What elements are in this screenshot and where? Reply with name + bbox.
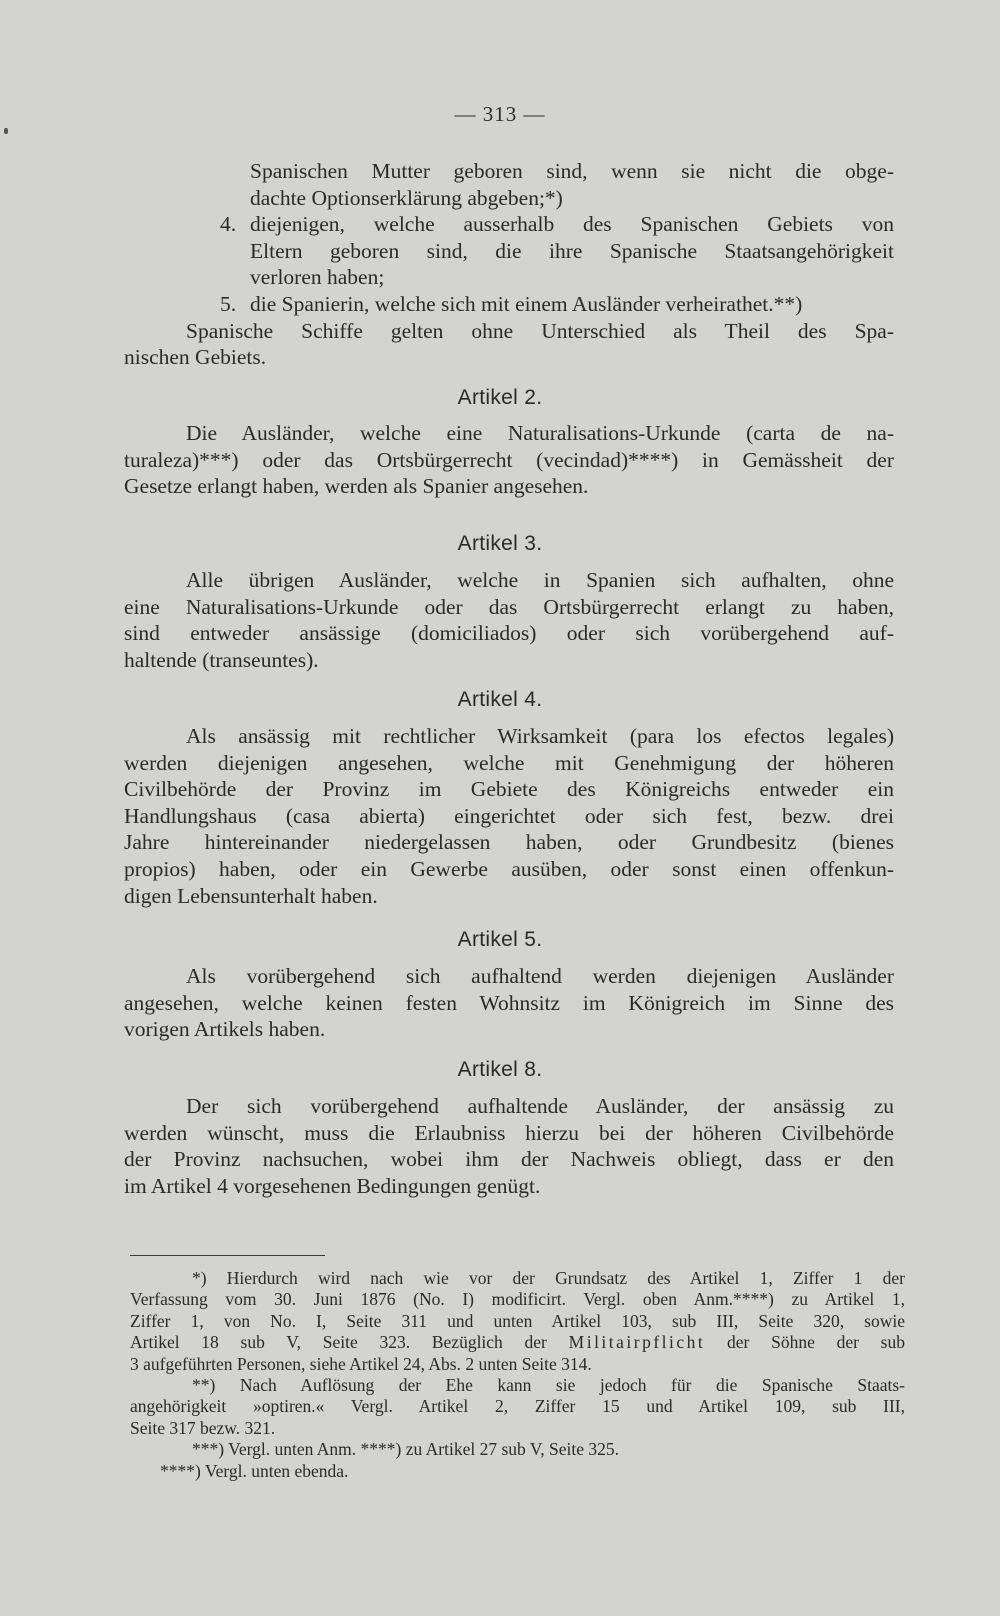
text-line: Spanische Schiffe gelten ohne Unterschied als Theil des Spa- [186,318,894,343]
list-number: 5. [220,291,237,316]
article-heading: Artikel 8. [457,1058,543,1081]
text-line: haltende (transeuntes). [124,647,319,672]
emphasized-word: Militairpflicht [568,1332,706,1353]
list-item-text: die Spanierin, welche sich mit einem Ausländer verheirathet.**) [250,291,803,316]
text-line: vorigen Artikels haben. [124,1017,326,1042]
text-line: eine Naturalisations-Urkunde oder das Ortsbürgerrecht erlangt zu haben, [124,594,894,619]
text-line: nischen Gebiets. [124,345,267,370]
text-line: Spanischen Mutter geboren sind, wenn sie nicht die obge- [250,159,894,183]
footnote-line: **) Nach Auflösung der Ehe kann sie jedoch für die Spanische Staats- [192,1375,905,1396]
footnote-line [130,1332,905,1353]
article-body [124,420,894,500]
article-body [124,723,894,909]
text-line: werden diejenigen angesehen, welche mit Genehmigung der höheren [124,750,894,775]
footnote-line: angehörigkeit »optiren.« Vergl. Artikel 2, Ziffer 15 und Artikel 109, sub III, [130,1396,905,1417]
article-body [124,963,894,1043]
text-line: im Artikel 4 vorgesehenen Bedingungen genügt. [124,1173,541,1198]
article-heading: Artikel 2. [457,386,543,409]
text-line: sind entweder ansässige (domiciliados) oder sich vorübergehend auf- [124,621,894,646]
footnotes [130,1268,905,1482]
text-line: Die Ausländer, welche eine Naturalisations-Urkunde (carta de na- [186,421,894,445]
list-number: 4. [220,212,237,237]
margin-mark [4,128,8,134]
text-line: Als vorübergehend sich aufhaltend werden diejenigen Ausländer [186,964,894,988]
text-line: Jahre hintereinander niedergelassen haben, oder Grundbesitz (bienes [124,830,894,855]
footnote-line: ***) Vergl. unten Anm. ****) zu Artikel 27 sub V, Seite 325. [192,1439,619,1460]
article-body [124,567,894,673]
text-line: Alle übrigen Ausländer, welche in Spanien sich aufhalten, ohne [186,568,894,592]
footnote-text: der Söhne der sub [705,1332,905,1353]
footnote-line: Seite 317 bezw. 321. [130,1417,276,1438]
article-heading: Artikel 4. [457,688,543,711]
text-line: der Provinz nachsuchen, wobei ihm der Nachweis obliegt, dass er den [124,1147,894,1172]
text-line: Gesetze erlangt haben, werden als Spanier angesehen. [124,474,589,499]
footnote-text: Artikel 18 sub V, Seite 323. Bezüglich der [130,1332,569,1353]
text-line: propios) haben, oder ein Gewerbe ausüben, oder sonst einen offenkun- [124,856,894,881]
footnote-line: *) Hierdurch wird nach wie vor der Grundsatz des Artikel 1, Ziffer 1 der [192,1268,905,1288]
continuation-text [124,158,894,371]
text-line: turaleza)***) oder das Ortsbürgerrecht (vecindad)****) in Gemässheit der [124,447,894,472]
footnote-line: Ziffer 1, von No. I, Seite 311 und unten Artikel 103, sub III, Seite 320, sowie [130,1310,905,1331]
text-line: digen Lebensunterhalt haben. [124,883,378,908]
text-line: dachte Optionserklärung abgeben;*) [250,185,563,210]
text-line: Als ansässig mit rechtlicher Wirksamkeit (para los efectos legales) [186,724,894,748]
article-body [124,1093,894,1199]
text-line: werden wünscht, muss die Erlaubniss hierzu bei der höheren Civilbehörde [124,1120,894,1145]
article-heading: Artikel 3. [457,532,543,555]
footnote-line: ****) Vergl. unten ebenda. [160,1460,349,1481]
list-item-4 [124,211,894,238]
text-line: Civilbehörde der Provinz im Gebiete des Königreichs entweder ein [124,777,894,802]
text-line: Der sich vorübergehend aufhaltende Ausländer, der ansässig zu [186,1094,894,1118]
text-line: Eltern geboren sind, die ihre Spanische Staatsangehörigkeit [250,238,894,263]
footnote-line: Verfassung vom 30. Juni 1876 (No. I) modificirt. Vergl. oben Anm.****) zu Artikel 1, [130,1289,905,1310]
text-line: verloren haben; [250,265,385,290]
text-line: angesehen, welche keinen festen Wohnsitz im Königreich im Sinne des [124,990,894,1015]
page-number: — 313 — [454,102,546,126]
footnote-line: 3 aufgeführten Personen, siehe Artikel 24, Abs. 2 unten Seite 314. [130,1353,592,1374]
footnote-divider [130,1255,325,1256]
text-line: Handlungshaus (casa abierta) eingerichtet oder sich fest, bezw. drei [124,803,894,828]
list-item-5 [124,291,894,318]
list-item-text: diejenigen, welche ausserhalb des Spanischen Gebiets von [250,212,894,237]
article-heading: Artikel 5. [457,928,543,951]
